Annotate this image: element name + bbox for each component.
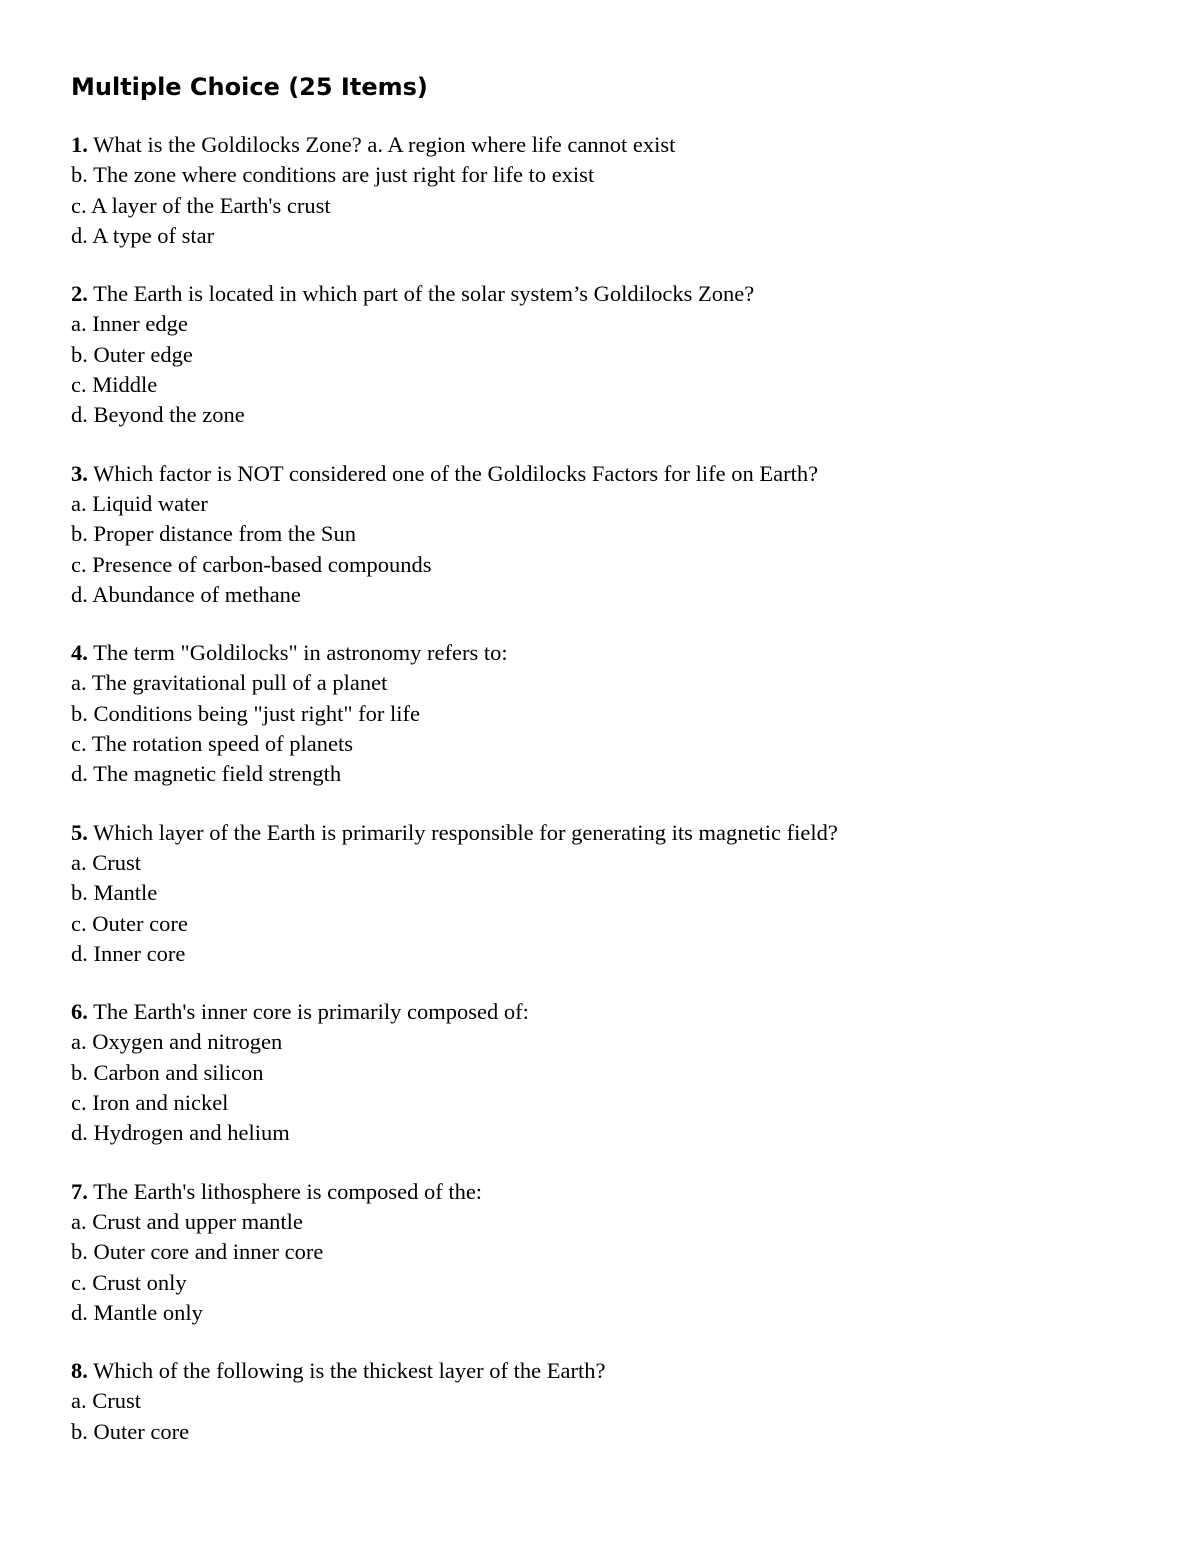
question-stem: [71, 638, 1151, 668]
question-number: 6.: [71, 999, 88, 1025]
answer-choice: a. The gravitational pull of a planet: [71, 670, 388, 696]
answer-choice: d. Hydrogen and helium: [71, 1120, 290, 1146]
answer-choice: c. Middle: [71, 372, 158, 398]
answer-choice: b. Mantle: [71, 880, 158, 906]
answer-choice: d. Inner core: [71, 940, 186, 966]
answer-choice: a. Crust: [71, 1388, 141, 1414]
question-text: The Earth is located in which part of the solar system’s Goldilocks Zone?: [93, 281, 755, 307]
question-text: The term "Goldilocks" in astronomy refers to:: [93, 640, 508, 666]
question-number: 8.: [71, 1358, 88, 1384]
answer-choice: a. Liquid water: [71, 490, 208, 516]
question-2: [71, 279, 1151, 430]
question-stem: [71, 459, 1151, 489]
question-5: [71, 818, 1151, 969]
question-number: 7.: [71, 1178, 88, 1204]
question-3: [71, 459, 1151, 610]
question-text: The Earth's lithosphere is composed of the:: [93, 1178, 483, 1204]
question-stem: [71, 1177, 1151, 1207]
answer-choice: d. Abundance of methane: [71, 581, 301, 607]
answer-choice: c. Iron and nickel: [71, 1090, 229, 1116]
answer-choice: c. The rotation speed of planets: [71, 731, 353, 757]
question-stem: [71, 997, 1151, 1027]
answer-choice: b. Carbon and silicon: [71, 1059, 264, 1085]
question-text: Which layer of the Earth is primarily responsible for generating its magnetic field?: [93, 819, 838, 845]
answer-choice: b. The zone where conditions are just right for life to exist: [71, 162, 595, 188]
answer-choice: d. A type of star: [71, 222, 215, 248]
question-6: [71, 997, 1151, 1148]
answer-choice: c. Outer core: [71, 910, 188, 936]
answer-choice: a. Inner edge: [71, 311, 188, 337]
answer-choice: b. Outer edge: [71, 341, 193, 367]
question-4: [71, 638, 1151, 789]
document-heading: Multiple Choice (25 Items): [71, 73, 428, 101]
answer-choice: c. Crust only: [71, 1269, 187, 1295]
question-number: 5.: [71, 819, 88, 845]
question-stem: [71, 1356, 1151, 1386]
question-1: [71, 130, 1151, 251]
question-number: 3.: [71, 460, 88, 486]
answer-choice: b. Outer core: [71, 1418, 190, 1444]
question-text: What is the Goldilocks Zone? a. A region where life cannot exist: [93, 132, 676, 157]
answer-choice: d. Beyond the zone: [71, 402, 245, 428]
question-stem: [71, 130, 1151, 160]
answer-choice: b. Outer core and inner core: [71, 1239, 324, 1265]
question-stem: [71, 279, 1151, 309]
answer-choice: d. The magnetic field strength: [71, 761, 342, 787]
question-list: [71, 130, 1151, 1475]
answer-choice: a. Crust: [71, 849, 141, 875]
question-text: Which of the following is the thickest layer of the Earth?: [93, 1358, 606, 1384]
question-text: The Earth's inner core is primarily composed of:: [93, 999, 529, 1025]
answer-choice: a. Crust and upper mantle: [71, 1208, 303, 1234]
question-text: Which factor is NOT considered one of the Goldilocks Factors for life on Earth?: [93, 460, 819, 486]
question-7: [71, 1177, 1151, 1328]
answer-choice: c. Presence of carbon-based compounds: [71, 551, 432, 577]
answer-choice: b. Proper distance from the Sun: [71, 521, 356, 547]
question-stem: [71, 818, 1151, 848]
answer-choice: d. Mantle only: [71, 1299, 203, 1325]
answer-choice: b. Conditions being "just right" for life: [71, 700, 420, 726]
question-number: 4.: [71, 640, 88, 666]
question-number: 2.: [71, 281, 88, 307]
answer-choice: a. Oxygen and nitrogen: [71, 1029, 283, 1055]
question-number: 1.: [71, 132, 88, 157]
answer-choice: c. A layer of the Earth's crust: [71, 192, 331, 218]
question-8: [71, 1356, 1151, 1447]
